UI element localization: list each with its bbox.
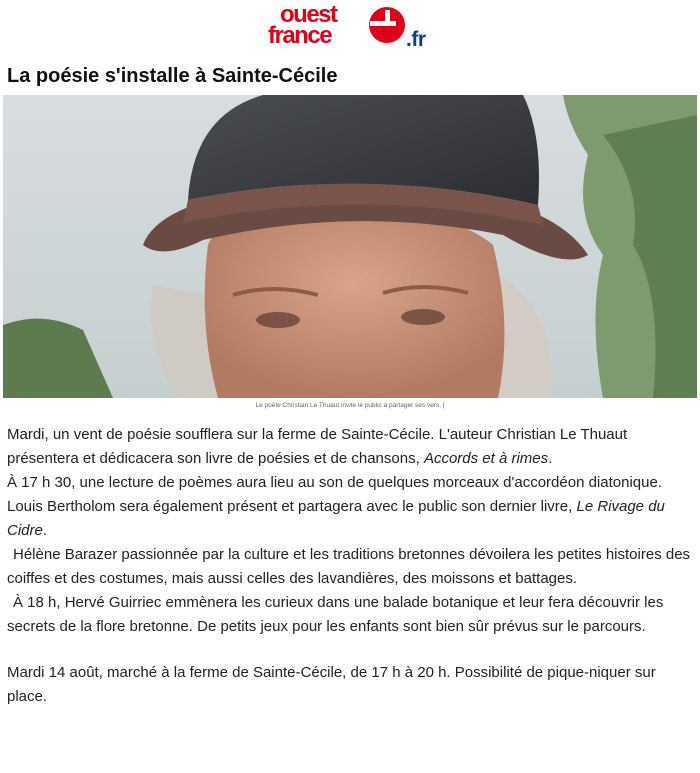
book-title-accords: Accords et à rimes [423,450,549,467]
paragraph-4: À 18 h, Hervé Guirriec emmènera les curieux dans une balade botanique et leur fera découvrir les secrets de la flore bretonne. De petits jeux pour les enfants sont bien sûr prévus sur le parcours. [7,594,664,635]
paragraph-1-text: Mardi, un vent de poésie soufflera sur la ferme de Sainte-Cécile. L'auteur Christian Le Thuaut présentera et dédicacera son livre de poésies et de chansons, [7,426,628,467]
logo-tld: .fr [406,28,426,51]
article-title: La poésie s'installe à Sainte-Cécile [7,65,338,87]
logo-badge-icon [368,6,406,44]
paragraph-2-end: . [42,522,48,539]
masthead [0,0,700,56]
photo-caption: Le poète Christian Le Thuaut invite le public à partager ses vers. | [255,402,445,409]
article-body [7,423,693,709]
book-title-rivage: Le Rivage du Cidre [7,498,665,539]
logo-word-ouest: ouest [280,1,337,28]
article-photo [3,95,697,398]
logo-word-france: france [268,22,332,49]
ouest-france-logo[interactable] [268,3,438,53]
paragraph-2 [7,471,693,543]
paragraph-1 [7,423,693,471]
paragraph-5: Mardi 14 août, marché à la ferme de Sainte-Cécile, de 17 h à 20 h. Possibilité de pique-niquer sur place. [7,664,656,705]
paragraph-1-end: . [548,450,553,467]
paragraph-spacer [7,639,693,661]
portrait-photo-icon [3,95,697,398]
paragraph-3: Hélène Barazer passionnée par la culture et les traditions bretonnes dévoilera les petites histoires des coiffes et des costumes, mais aussi celles des lavandières, des moissons et battages. [7,546,691,587]
paragraph-2-text: À 17 h 30, une lecture de poèmes aura lieu au son de quelques morceaux d'accordéon diatonique. Louis Bertholom sera également présent et partagera avec le public son dernier livre, [7,474,662,515]
